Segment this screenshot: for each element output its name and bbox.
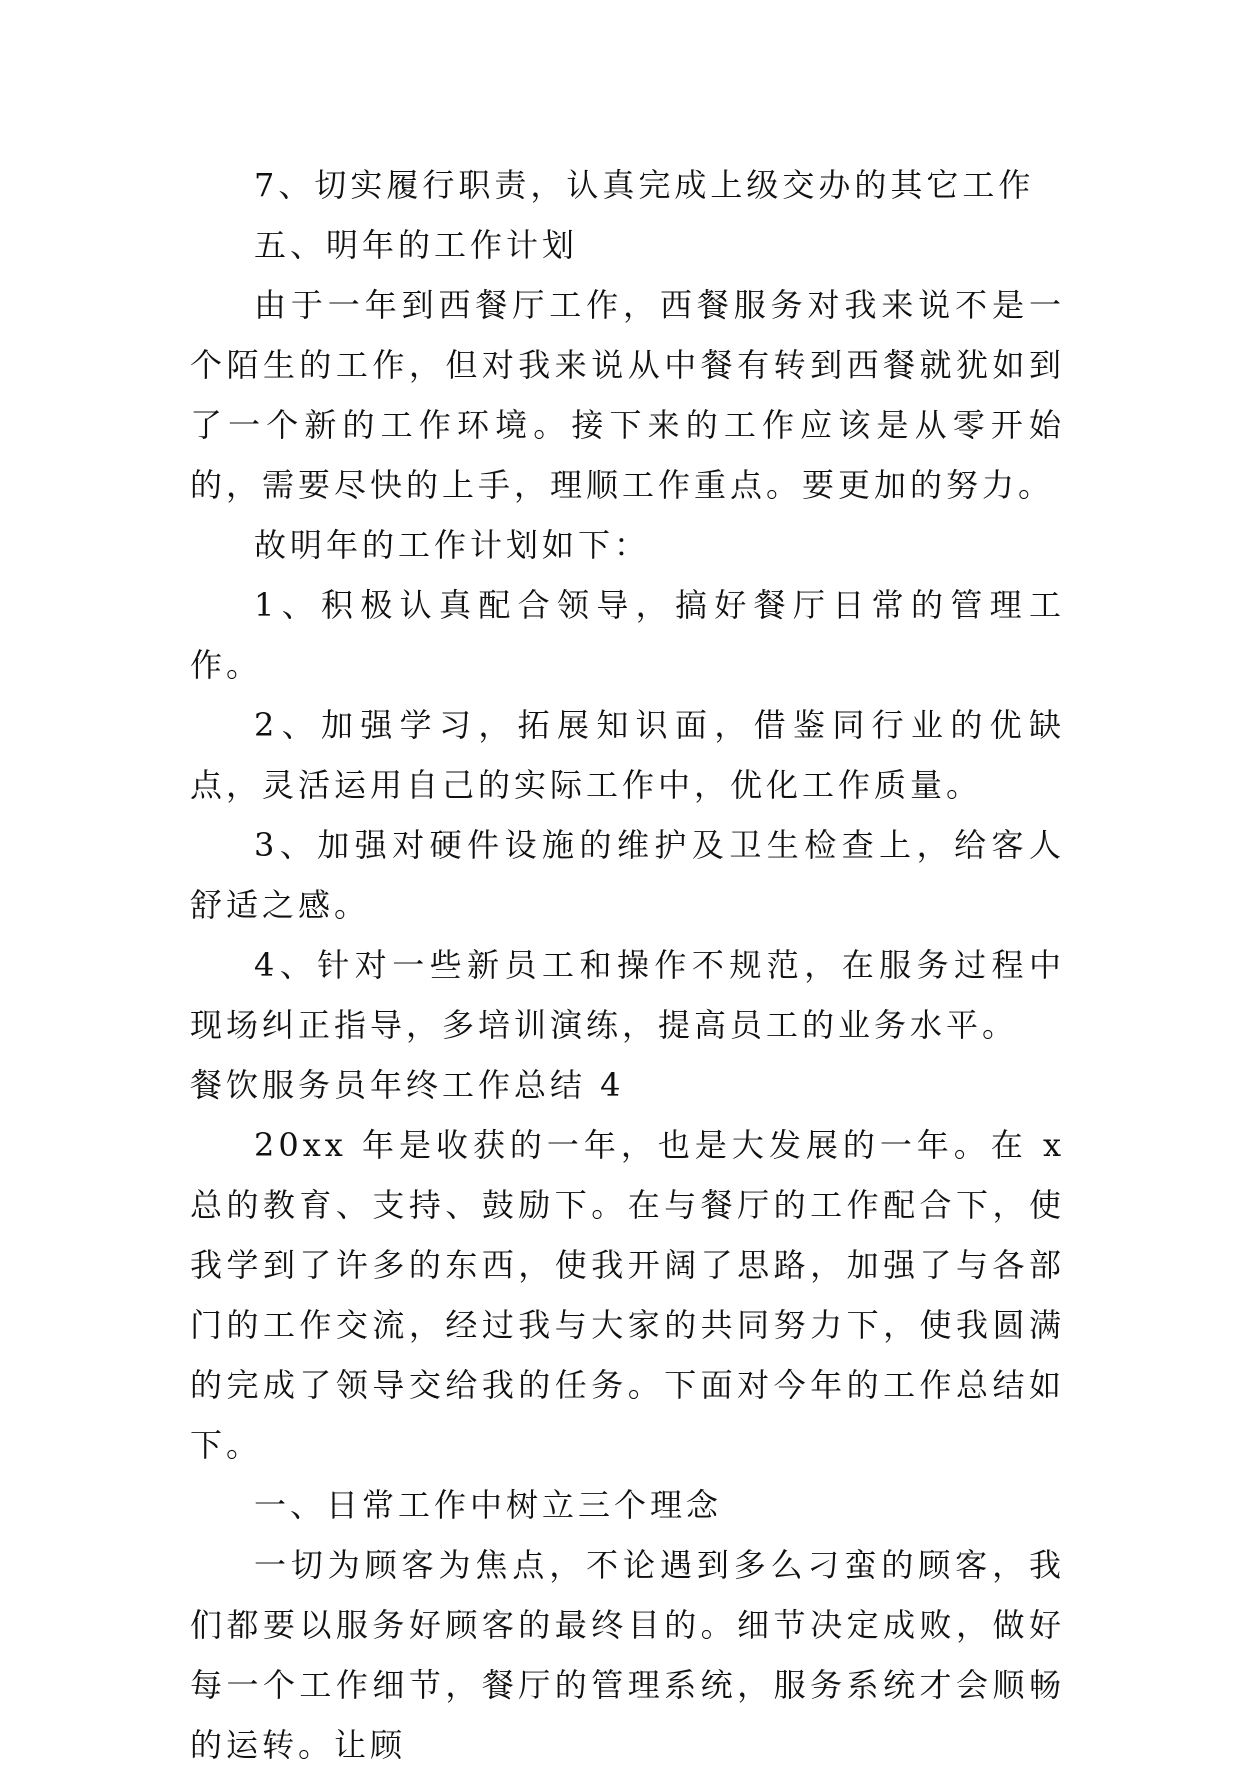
paragraph-item-7: 7、切实履行职责，认真完成上级交办的其它工作: [254, 166, 1035, 204]
section-paragraph-customer-focus: 一切为顾客为焦点，不论遇到多么刁蛮的顾客，我们都要以服务好顾客的最终目的。细节决定成败，做好每一个工作细节，餐厅的管理系统，服务系统才会顺畅的运转。让顾: [190, 1546, 1065, 1764]
plan-item-2: 2、加强学习，拓展知识面，借鉴同行业的优缺点，灵活运用自己的实际工作中，优化工作质量。: [190, 706, 1065, 804]
plan-item-4: 4、针对一些新员工和操作不规范，在服务过程中现场纠正指导，多培训演练，提高员工的业务水平。: [190, 946, 1065, 1044]
plan-item-3: 3、加强对硬件设施的维护及卫生检查上，给客人舒适之感。: [190, 826, 1065, 924]
section-heading-three-concepts: 一、日常工作中树立三个理念: [254, 1486, 723, 1524]
plan-item-1: 1、积极认真配合领导，搞好餐厅日常的管理工作。: [190, 586, 1065, 684]
section-title: 餐饮服务员年终工作总结 4: [190, 1066, 625, 1104]
heading-next-year-plan: 五、明年的工作计划: [254, 226, 579, 264]
paragraph-plan-intro: 故明年的工作计划如下：: [254, 526, 651, 564]
paragraph-western-restaurant: 由于一年到西餐厅工作，西餐服务对我来说不是一个陌生的工作，但对我来说从中餐有转到西餐就犹如到了一个新的工作环境。接下来的工作应该是从零开始的，需要尽快的上手，理顺工作重点。要更加的努力。: [190, 286, 1065, 504]
section-paragraph-intro: 20xx 年是收获的一年，也是大发展的一年。在 x 总的教育、支持、鼓励下。在与餐厅的工作配合下，使我学到了许多的东西，使我开阔了思路，加强了与各部门的工作交流，经过我与大家的共同努力下，使我圆满的完成了领导交给我的任务。下面对今年的工作总结如下。: [190, 1126, 1065, 1464]
document-body: [190, 155, 1065, 1775]
